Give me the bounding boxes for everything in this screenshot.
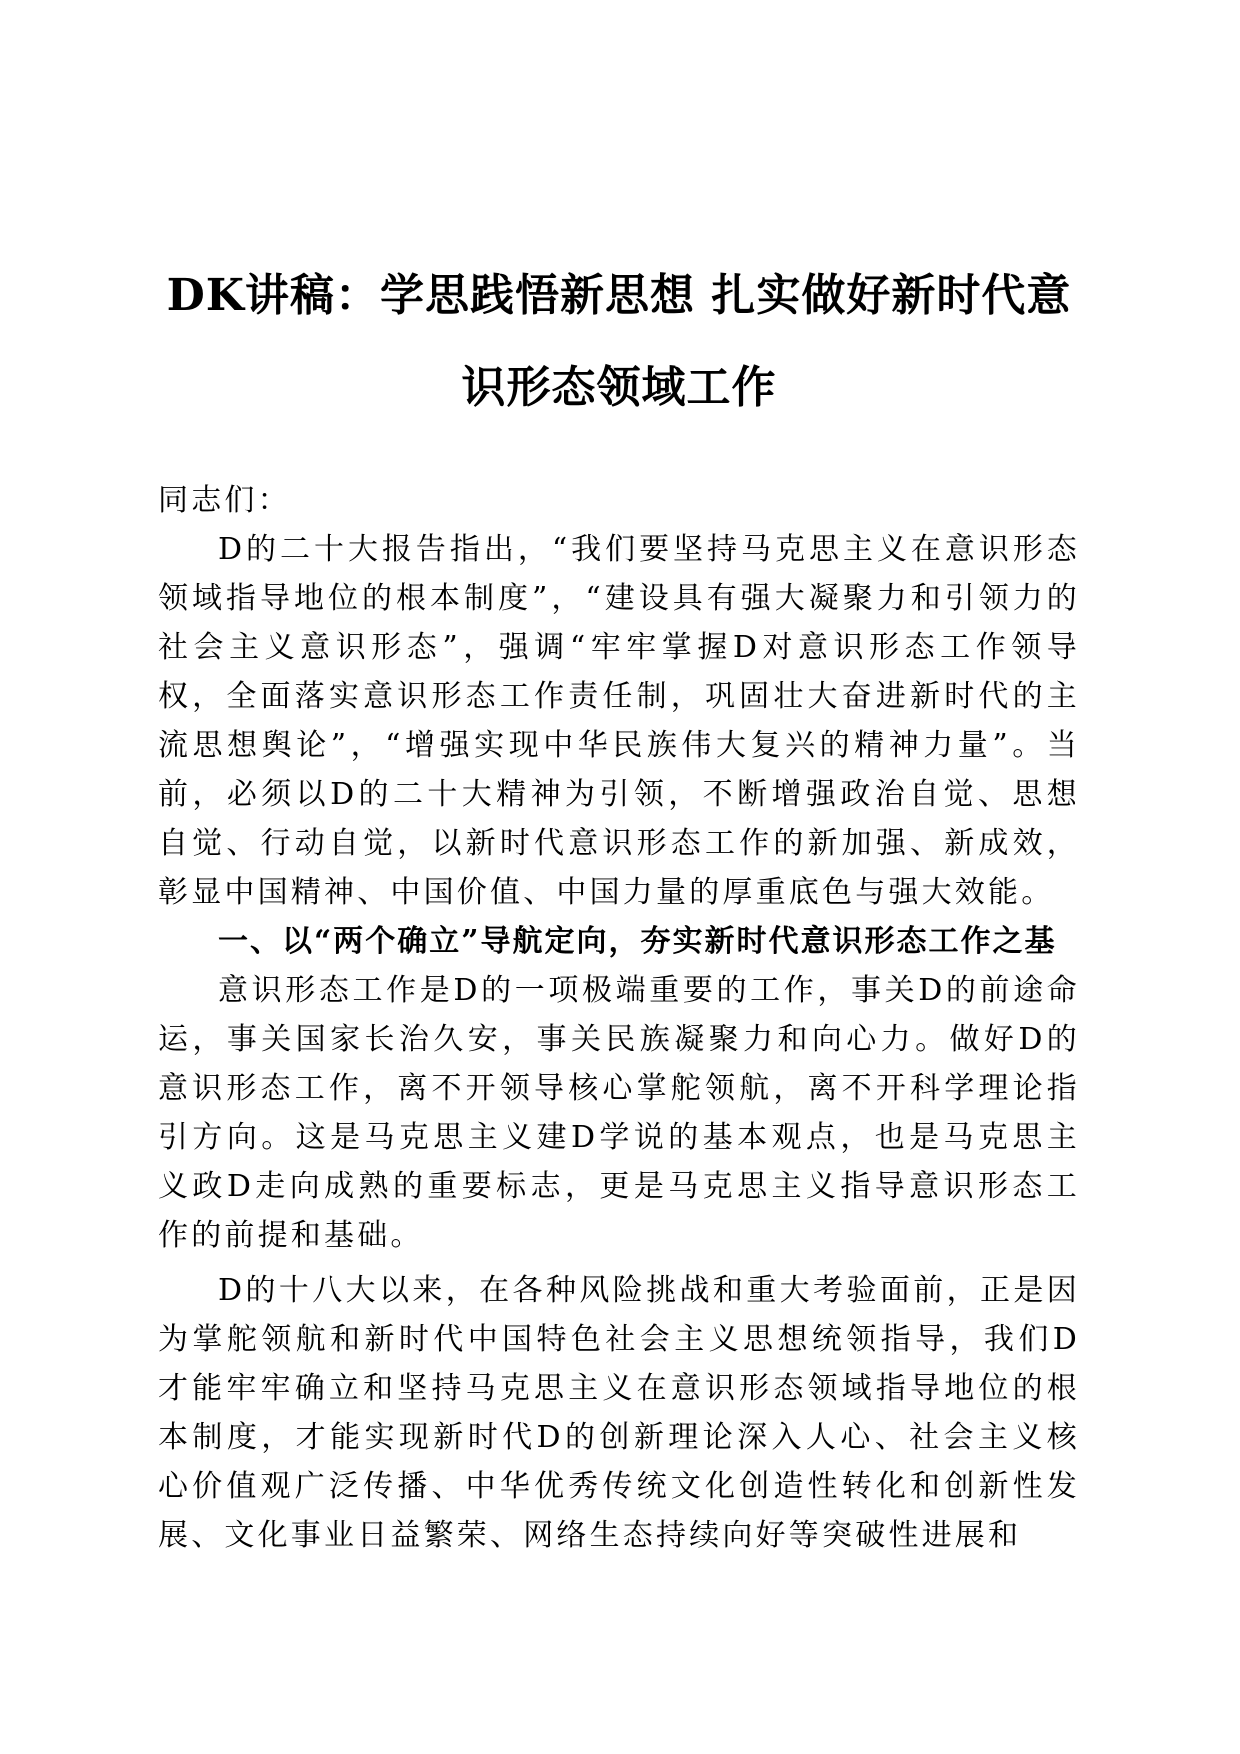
section-paragraph-2: D的十八大以来，在各种风险挑战和重大考验面前，正是因为掌舵领航和新时代中国特色社会主义思想统领指导，我们D才能牢牢确立和坚持马克思主义在意识形态领域指导地位的根本制度，才能实现新时代D的创新理论深入人心、社会主义核心价值观广泛传播、中华优秀传统文化创造性转化和创新性发展、文化事业日益繁荣、网络生态持续向好等突破性进展和 <box>158 1273 1080 1553</box>
intro-paragraph: D的二十大报告指出，“我们要坚持马克思主义在意识形态领域指导地位的根本制度”，“建设具有强大凝聚力和引领力的社会主义意识形态”，强调“牢牢掌握D对意识形态工作领导权，全面落实意识形态工作责任制，巩固壮大奋进新时代的主流思想舆论”，“增强实现中华民族伟大复兴的精神力量”。当前，必须以D的二十大精神为引领，不断增强政治自觉、思想自觉、行动自觉，以新时代意识形态工作的新加强、新成效，彰显中国精神、中国价值、中国力量的厚重底色与强大效能。 <box>158 532 1080 910</box>
document-title: DK讲稿：学思践悟新思想 扎实做好新时代意识形态领域工作 <box>166 270 1072 413</box>
document-body <box>158 476 1080 1560</box>
section-paragraph-1: 意识形态工作是D的一项极端重要的工作，事关D的前途命运，事关国家长治久安，事关民族凝聚力和向心力。做好D的意识形态工作，离不开领导核心掌舵领航，离不开科学理论指引方向。这是马克思主义建D学说的基本观点，也是马克思主义政D走向成熟的重要标志，更是马克思主义指导意识形态工作的前提和基础。 <box>158 973 1080 1253</box>
section-heading: 一、以“两个确立”导航定向，夯实新时代意识形态工作之基 <box>218 924 1057 959</box>
document-page <box>158 0 1080 1754</box>
salutation: 同志们： <box>158 483 291 518</box>
